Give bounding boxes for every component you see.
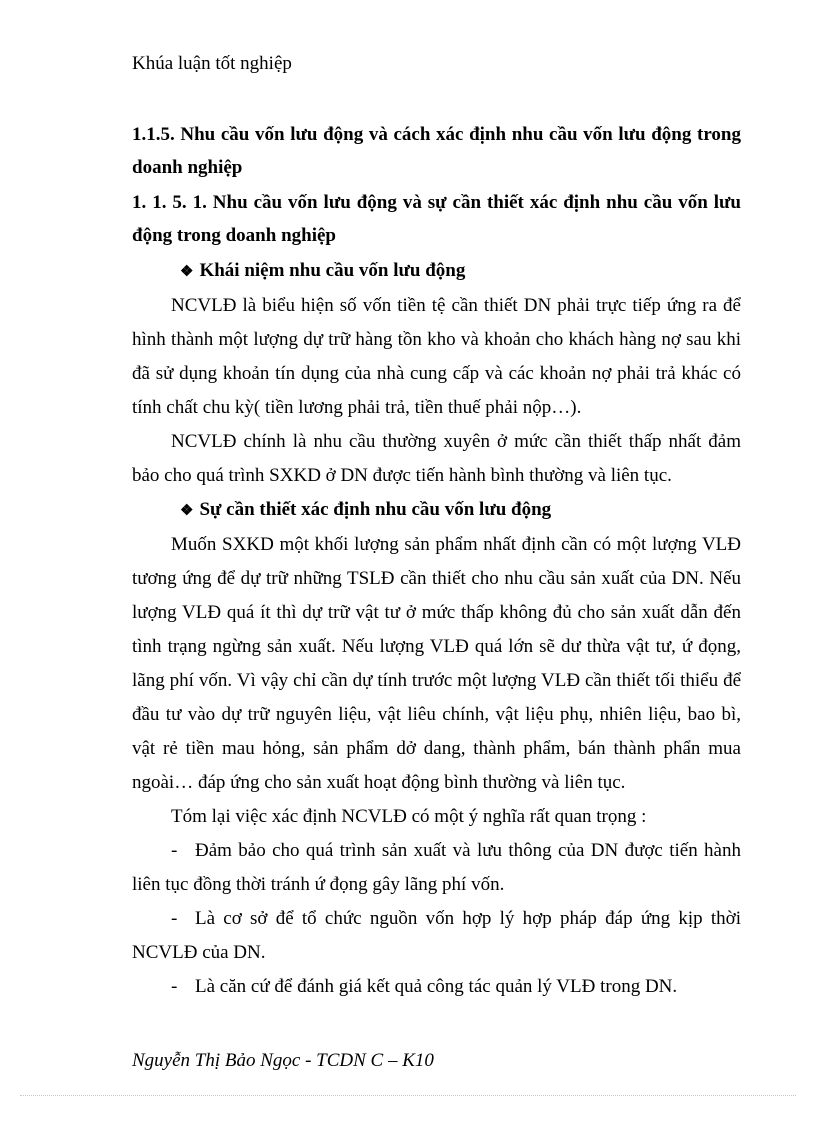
concept-paragraph-1: NCVLĐ là biểu hiện số vốn tiền tệ cần thiết DN phải trực tiếp ứng ra để hình thành một lượng dự trữ hàng tồn kho và khoản cho khách hàng nợ sau khi đã sử dụng khoản tín dụng của nhà cung cấp và các khoản nợ phải trả khác có tính chất chu kỳ( tiền lương phải trả, tiền thuế phải nộp…). <box>132 295 741 418</box>
list-item <box>132 902 741 970</box>
list-item <box>132 970 741 1004</box>
diamond-bullet-icon: ❖ <box>180 503 194 519</box>
subsection-heading: 1. 1. 5. 1. Nhu cầu vốn lưu động và sự cần thiết xác định nhu cầu vốn lưu động trong doanh nghiệp <box>132 192 741 246</box>
concept-paragraph-2: NCVLĐ chính là nhu cầu thường xuyên ở mức cần thiết thấp nhất đảm bảo cho quá trình SXKD ở DN được tiến hành bình thường và liên tục. <box>132 431 741 486</box>
dash-bullet: - <box>171 840 178 861</box>
concept-heading <box>132 254 741 289</box>
list-item <box>132 834 741 902</box>
section-heading: 1.1.5. Nhu cầu vốn lưu động và cách xác định nhu cầu vốn lưu động trong doanh nghiệp <box>132 124 741 178</box>
dash-bullet: - <box>171 908 178 929</box>
dash-bullet: - <box>171 976 178 997</box>
list-item-text: Là căn cứ để đánh giá kết quả công tác quản lý VLĐ trong DN. <box>195 976 678 997</box>
footer-divider <box>20 1095 796 1096</box>
page-header: Khúa luận tốt nghiệp <box>132 53 292 74</box>
necessity-heading <box>132 493 741 528</box>
list-item-text: Là cơ sở để tổ chức nguồn vốn hợp lý hợp pháp đáp ứng kịp thời NCVLĐ của DN. <box>132 908 741 963</box>
diamond-bullet-icon: ❖ <box>180 264 194 280</box>
page-footer: Nguyễn Thị Bảo Ngọc - TCDN C – K10 <box>132 1050 434 1071</box>
concept-title: Khái niệm nhu cầu vốn lưu động <box>199 260 466 281</box>
list-item-text: Đảm bảo cho quá trình sản xuất và lưu thông của DN được tiến hành liên tục đồng thời tránh ứ đọng gây lãng phí vốn. <box>132 840 741 895</box>
necessity-paragraph-2: Tóm lại việc xác định NCVLĐ có một ý nghĩa rất quan trọng : <box>171 806 647 827</box>
necessity-title: Sự cần thiết xác định nhu cầu vốn lưu động <box>199 499 552 520</box>
necessity-paragraph-1: Muốn SXKD một khối lượng sản phẩm nhất định cần có một lượng VLĐ tương ứng để dự trữ những TSLĐ cần thiết cho nhu cầu sản xuất của DN. Nếu lượng VLĐ quá ít thì dự trữ vật tư ở mức thấp không đủ cho sản xuất dẫn đến tình trạng ngừng sản xuất. Nếu lượng VLĐ quá lớn sẽ dư thừa vật tư, ứ đọng, lãng phí vốn. Vì vậy chỉ cần dự tính trước một lượng VLĐ cần thiết tối thiểu để đầu tư vào dự trữ nguyên liệu, vật liêu chính, vật liệu phụ, nhiên liệu, bao bì, vật rẻ tiền mau hỏng, sản phẩm dở dang, thành phẩm, bán thành phẩn mua ngoài… đáp ứng cho sản xuất hoạt động bình thường và liên tục. <box>132 534 741 793</box>
document-body <box>132 118 741 1004</box>
